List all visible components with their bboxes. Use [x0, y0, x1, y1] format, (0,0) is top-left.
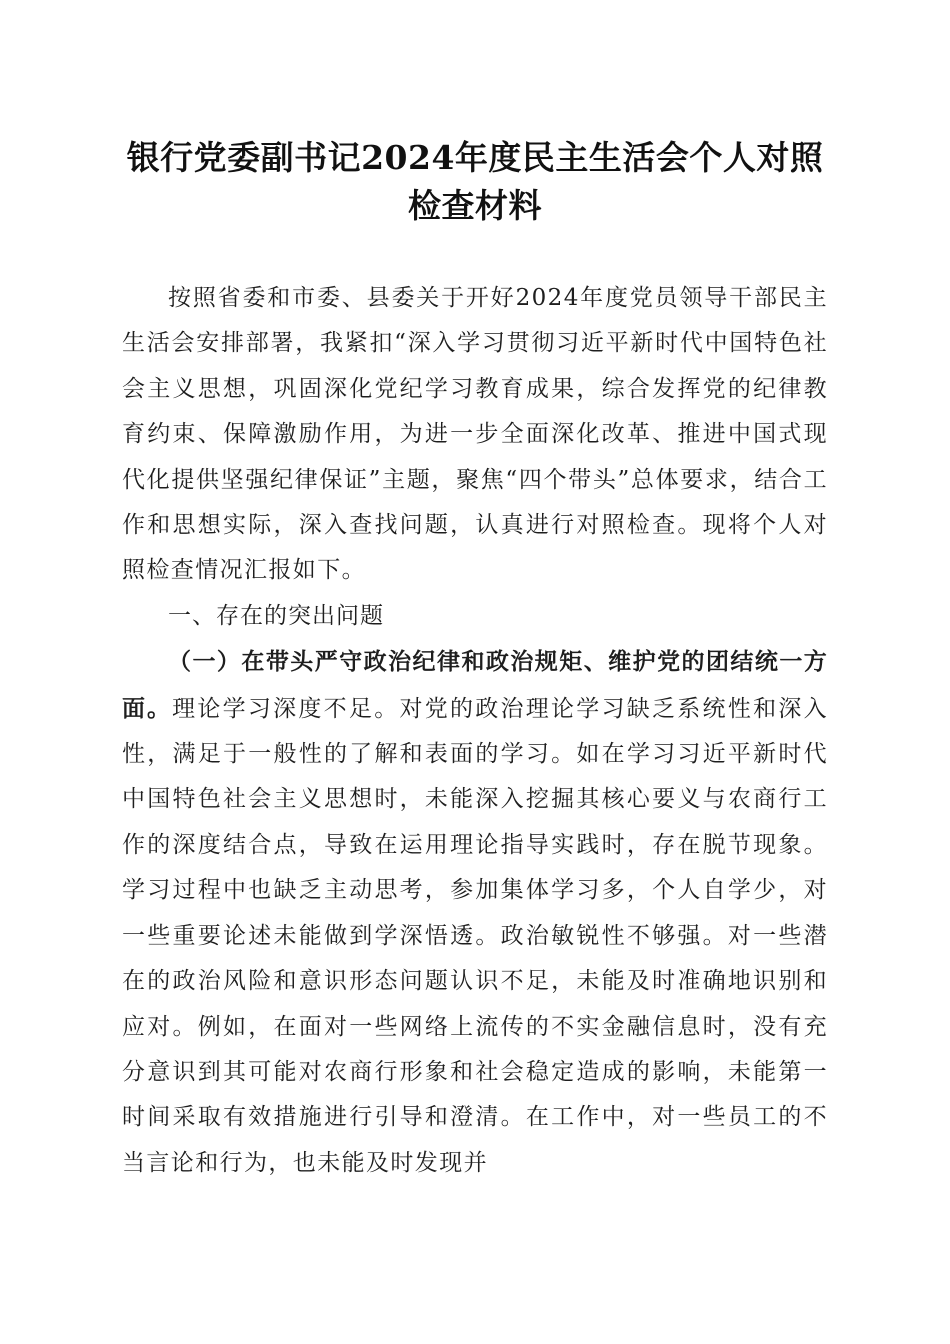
section-heading: 一、存在的突出问题 [168, 602, 384, 629]
intro-paragraph: 按照省委和市委、县委关于开好2024年度党员领导干部民主生活会安排部署，我紧扣“深入学习贯彻习近平新时代中国特色社会主义思想，巩固深化党纪学习教育成果，综合发挥党的纪律教育约束、保障激励作用，为进一步全面深化改革、推进中国式现代化提供坚强纪律保证”主题，聚焦“四个带头”总体要求，结合工作和思想实际，深入查找问题，认真进行对照检查。现将个人对照检查情况汇报如下。 [122, 285, 828, 584]
subsection-text: 理论学习深度不足。对党的政治理论学习缺乏系统性和深入性，满足于一般性的了解和表面的学习。如在学习习近平新时代中国特色社会主义思想时，未能深入挖掘其核心要义与农商行工作的深度结合点，导致在运用理论指导实践时，存在脱节现象。学习过程中也缺乏主动思考，参加集体学习多，个人自学少，对一些重要论述未能做到学深悟透。政治敏锐性不够强。对一些潜在的政治风险和意识形态问题认识不足，未能及时准确地识别和应对。例如，在面对一些网络上流传的不实金融信息时，没有充分意识到其可能对农商行形象和社会稳定造成的影响，未能第一时间采取有效措施进行引导和澄清。在工作中，对一些员工的不当言论和行为，也未能及时发现并 [122, 695, 828, 1176]
document-title: 银行党委副书记2024年度民主生活会个人对照检查材料 [126, 138, 824, 225]
subsection-heading: （一）在带头严守政治纪律和政治规矩、维护党的团结统一方面。 [122, 648, 828, 722]
document-body [122, 276, 828, 1186]
subsection-paragraph [122, 639, 828, 1186]
